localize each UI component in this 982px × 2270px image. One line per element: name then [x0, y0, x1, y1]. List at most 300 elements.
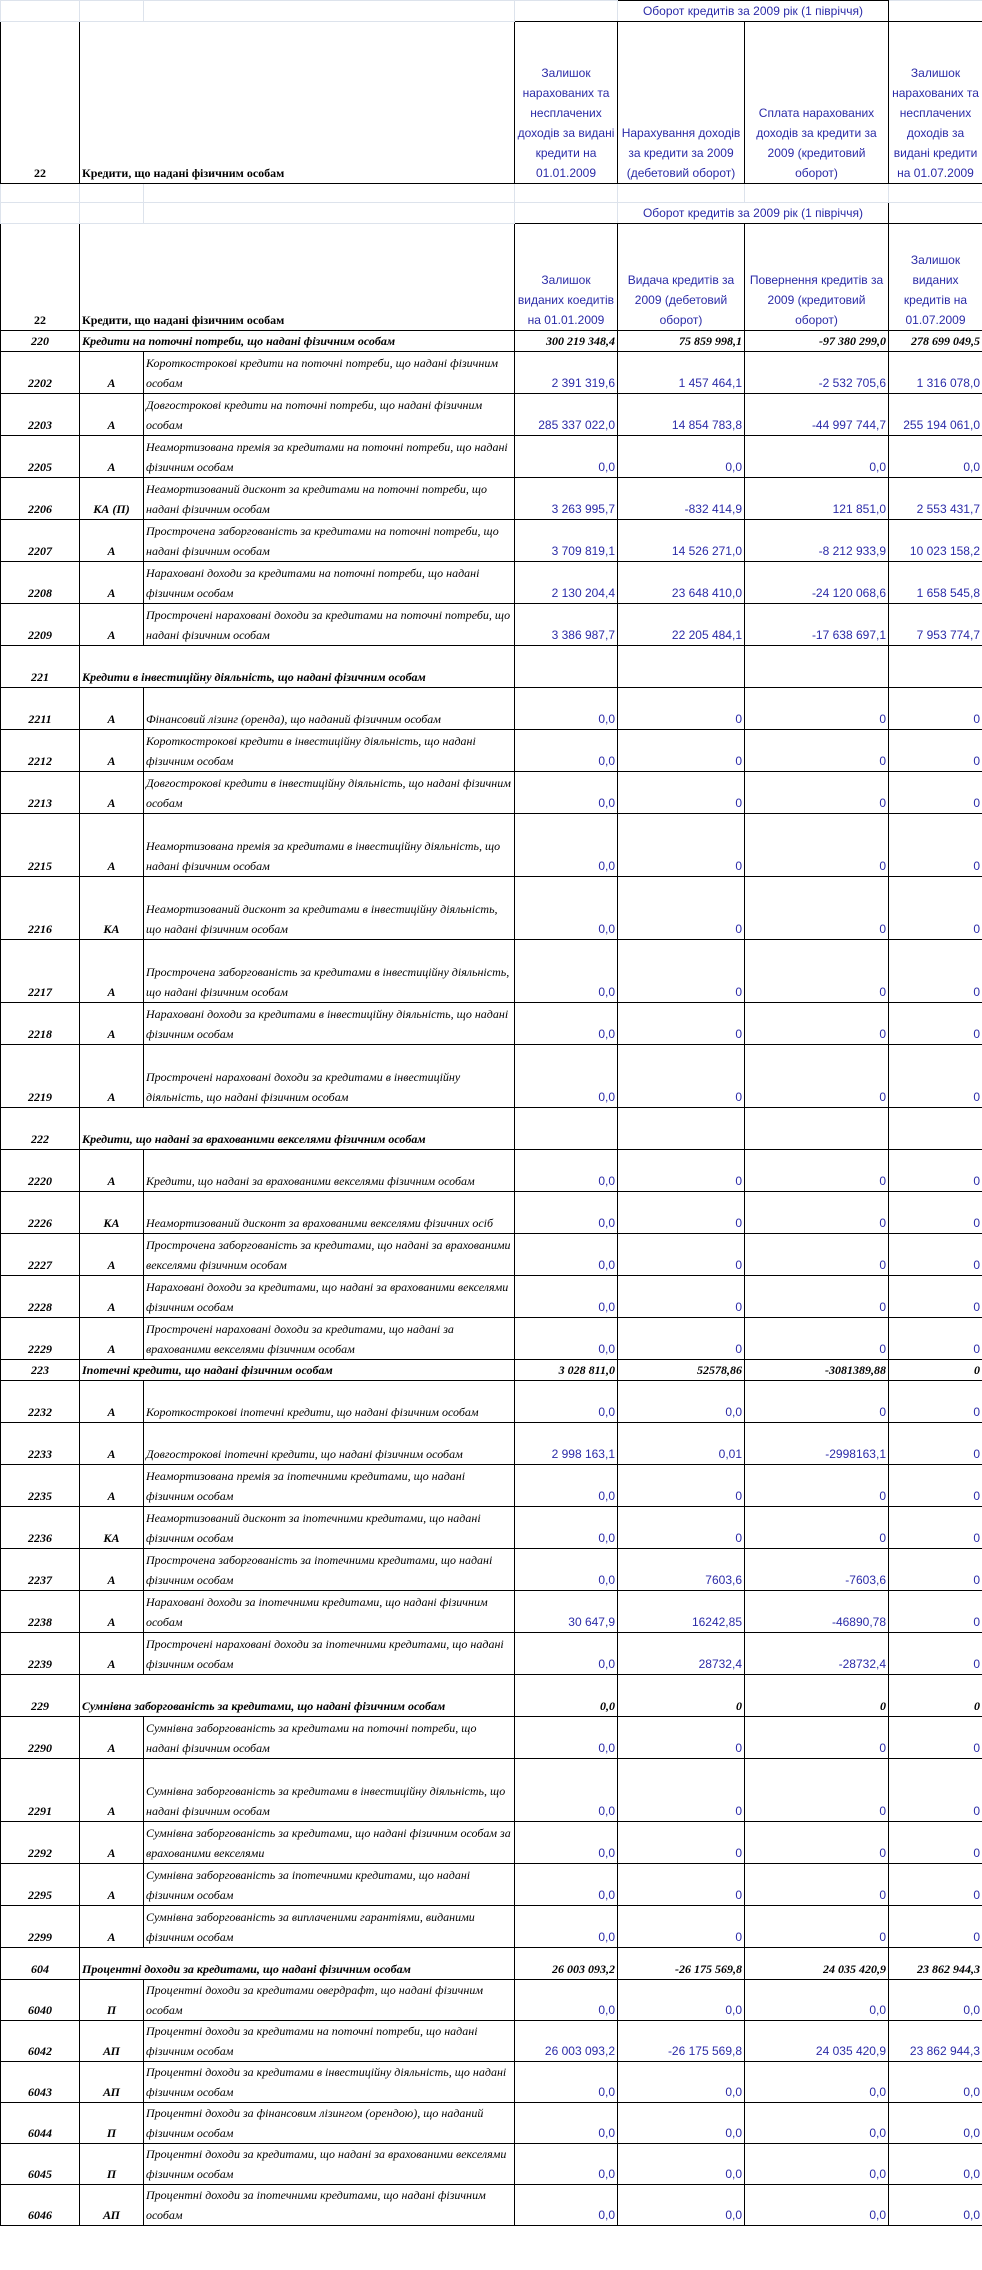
row-value-3[interactable]: 0: [745, 814, 889, 877]
row-value-4[interactable]: 278 699 049,5: [889, 331, 982, 352]
row-description[interactable]: Неамортизована премія за кредитами в інвестиційну діяльність, що надані фізичним особам: [144, 814, 515, 877]
row-value-3[interactable]: -46890,78: [745, 1591, 889, 1633]
row-value-4[interactable]: 0: [889, 1675, 982, 1717]
row-value-3[interactable]: -8 212 933,9: [745, 520, 889, 562]
row-value-2[interactable]: 0: [618, 877, 745, 940]
row-value-4[interactable]: 0: [889, 1507, 982, 1549]
grid-cell[interactable]: [144, 1, 515, 22]
row-value-4[interactable]: 1 658 545,8: [889, 562, 982, 604]
row-class[interactable]: А: [80, 1465, 144, 1507]
grid-cell[interactable]: [1, 184, 80, 203]
row-code[interactable]: 2291: [1, 1759, 80, 1822]
row-description[interactable]: Кредити на поточні потреби, що надані фізичним особам: [80, 331, 515, 352]
row-value-3[interactable]: 0: [745, 1318, 889, 1360]
row-class[interactable]: А: [80, 1633, 144, 1675]
row-class[interactable]: А: [80, 1003, 144, 1045]
row-class[interactable]: А: [80, 394, 144, 436]
row-class[interactable]: АП: [80, 2021, 144, 2062]
row-value-2[interactable]: 75 859 998,1: [618, 331, 745, 352]
row-value-3[interactable]: 0: [745, 1864, 889, 1906]
row-description[interactable]: Короткострокові іпотечні кредити, що надані фізичним особам: [144, 1381, 515, 1423]
row-value-2[interactable]: [618, 646, 745, 688]
row-value-3[interactable]: 0: [745, 688, 889, 730]
row-value-3[interactable]: -7603,6: [745, 1549, 889, 1591]
row-code[interactable]: 2213: [1, 772, 80, 814]
row-value-4[interactable]: 0: [889, 1549, 982, 1591]
row-code[interactable]: 2239: [1, 1633, 80, 1675]
row-code[interactable]: 2216: [1, 877, 80, 940]
row-description[interactable]: Нараховані доходи за кредитами, що надані за врахованими векселями фізичним особам: [144, 1276, 515, 1318]
row-value-4[interactable]: 0: [889, 1381, 982, 1423]
row-description[interactable]: Нараховані доходи за кредитами на поточні потреби, що надані фізичним особам: [144, 562, 515, 604]
row-value-3[interactable]: 0: [745, 730, 889, 772]
row-value-4[interactable]: 0: [889, 940, 982, 1003]
row-class[interactable]: КА: [80, 1192, 144, 1234]
row-value-4[interactable]: 0,0: [889, 2185, 982, 2226]
row-description[interactable]: Неамортизований дисконт за кредитами на поточні потреби, що надані фізичним особам: [144, 478, 515, 520]
row-value-3[interactable]: 0: [745, 1045, 889, 1108]
row-code[interactable]: 222: [1, 1108, 80, 1150]
row-class[interactable]: А: [80, 1423, 144, 1465]
row-description[interactable]: Процентні доходи за кредитами, що надані фізичним особам: [80, 1948, 515, 1980]
row-class[interactable]: А: [80, 1822, 144, 1864]
row-value-3[interactable]: 0: [745, 1192, 889, 1234]
row-value-2[interactable]: 52578,86: [618, 1360, 745, 1381]
row-code[interactable]: 2235: [1, 1465, 80, 1507]
row-value-2[interactable]: 0: [618, 1150, 745, 1192]
row-value-4[interactable]: 0: [889, 1318, 982, 1360]
row-value-1[interactable]: [515, 1108, 618, 1150]
row-description[interactable]: Прострочені нараховані доходи за кредитами на поточні потреби, що надані фізичним особам: [144, 604, 515, 646]
row-description[interactable]: Неамортизований дисконт за врахованими векселями фізичних осіб: [144, 1192, 515, 1234]
grid-cell[interactable]: [144, 184, 515, 203]
row-value-3[interactable]: 0: [745, 1234, 889, 1276]
row-value-2[interactable]: 16242,85: [618, 1591, 745, 1633]
row-value-2[interactable]: 0: [618, 1675, 745, 1717]
row-value-3[interactable]: -2 532 705,6: [745, 352, 889, 394]
row-value-2[interactable]: 0: [618, 814, 745, 877]
row-value-1[interactable]: 2 130 204,4: [515, 562, 618, 604]
row-value-4[interactable]: [889, 1108, 982, 1150]
row-code[interactable]: 2219: [1, 1045, 80, 1108]
row-value-1[interactable]: 0,0: [515, 1150, 618, 1192]
row-value-1[interactable]: 0,0: [515, 1192, 618, 1234]
row-value-3[interactable]: 0: [745, 877, 889, 940]
row-class[interactable]: А: [80, 1906, 144, 1948]
row-value-2[interactable]: 14 854 783,8: [618, 394, 745, 436]
row-description[interactable]: Процентні доходи за кредитами, що надані за врахованими векселями фізичним особам: [144, 2144, 515, 2185]
row-class[interactable]: П: [80, 1980, 144, 2021]
row-class[interactable]: АП: [80, 2062, 144, 2103]
row-code[interactable]: 2212: [1, 730, 80, 772]
row-code[interactable]: 220: [1, 331, 80, 352]
row-value-1[interactable]: 2 998 163,1: [515, 1423, 618, 1465]
row-value-1[interactable]: 0,0: [515, 2185, 618, 2226]
row-description[interactable]: Процентні доходи за фінансовим лізингом (орендою), що наданий фізичним особам: [144, 2103, 515, 2144]
row-description[interactable]: Неамортизований дисконт за кредитами в інвестиційну діяльність, що надані фізичним особам: [144, 877, 515, 940]
row-class[interactable]: АП: [80, 2185, 144, 2226]
row-value-3[interactable]: -28732,4: [745, 1633, 889, 1675]
row-value-4[interactable]: 255 194 061,0: [889, 394, 982, 436]
row-class[interactable]: А: [80, 520, 144, 562]
row-code[interactable]: 6044: [1, 2103, 80, 2144]
row-code[interactable]: 2232: [1, 1381, 80, 1423]
row-value-2[interactable]: -26 175 569,8: [618, 2021, 745, 2062]
row-code[interactable]: 6043: [1, 2062, 80, 2103]
row-description[interactable]: Фінансовий лізинг (оренда), що наданий фізичним особам: [144, 688, 515, 730]
row-value-2[interactable]: -832 414,9: [618, 478, 745, 520]
row-value-2[interactable]: 0: [618, 772, 745, 814]
row-value-2[interactable]: -26 175 569,8: [618, 1948, 745, 1980]
row-value-3[interactable]: -2998163,1: [745, 1423, 889, 1465]
row-value-4[interactable]: 0,0: [889, 2103, 982, 2144]
row-value-1[interactable]: 2 391 319,6: [515, 352, 618, 394]
row-value-2[interactable]: 0: [618, 1465, 745, 1507]
row-value-4[interactable]: 0: [889, 1465, 982, 1507]
grid-cell[interactable]: [618, 184, 745, 203]
row-value-2[interactable]: 0: [618, 1906, 745, 1948]
row-value-4[interactable]: 23 862 944,3: [889, 2021, 982, 2062]
row-description[interactable]: Процентні доходи за іпотечними кредитами, що надані фізичним особам: [144, 2185, 515, 2226]
grid-cell[interactable]: [889, 203, 982, 224]
row-value-2[interactable]: 1 457 464,1: [618, 352, 745, 394]
row-code[interactable]: 2217: [1, 940, 80, 1003]
grid-cell[interactable]: [80, 203, 144, 224]
row-code[interactable]: 229: [1, 1675, 80, 1717]
row-description[interactable]: Прострочена заборгованість за іпотечними кредитами, що надані фізичним особам: [144, 1549, 515, 1591]
row-value-2[interactable]: 23 648 410,0: [618, 562, 745, 604]
row-value-4[interactable]: 0: [889, 1360, 982, 1381]
row-class[interactable]: А: [80, 772, 144, 814]
row-value-4[interactable]: 0: [889, 1150, 982, 1192]
row-value-2[interactable]: 0,01: [618, 1423, 745, 1465]
row-value-2[interactable]: 0,0: [618, 436, 745, 478]
row-value-2[interactable]: 0: [618, 1717, 745, 1759]
row-code[interactable]: 2208: [1, 562, 80, 604]
row-value-1[interactable]: 30 647,9: [515, 1591, 618, 1633]
row-code[interactable]: 6042: [1, 2021, 80, 2062]
row-value-2[interactable]: 0,0: [618, 2185, 745, 2226]
row-value-1[interactable]: 0,0: [515, 1864, 618, 1906]
row-class[interactable]: А: [80, 562, 144, 604]
row-value-4[interactable]: [889, 646, 982, 688]
row-description[interactable]: Сумнівна заборгованість за кредитами, що надані фізичним особам: [80, 1675, 515, 1717]
row-value-1[interactable]: 3 709 819,1: [515, 520, 618, 562]
row-code[interactable]: 221: [1, 646, 80, 688]
row-value-1[interactable]: 0,0: [515, 2144, 618, 2185]
row-description[interactable]: Нараховані доходи за іпотечними кредитами, що надані фізичним особам: [144, 1591, 515, 1633]
row-value-4[interactable]: 0,0: [889, 436, 982, 478]
row-value-3[interactable]: 0: [745, 1675, 889, 1717]
row-value-4[interactable]: 0: [889, 1276, 982, 1318]
row-class[interactable]: А: [80, 1759, 144, 1822]
row-value-1[interactable]: 0,0: [515, 688, 618, 730]
row-description[interactable]: Прострочена заборгованість за кредитами на поточні потреби, що надані фізичним особам: [144, 520, 515, 562]
row-value-1[interactable]: 3 028 811,0: [515, 1360, 618, 1381]
row-class[interactable]: А: [80, 1549, 144, 1591]
row-value-4[interactable]: 0: [889, 1234, 982, 1276]
row-value-1[interactable]: 0,0: [515, 1906, 618, 1948]
row-class[interactable]: А: [80, 1381, 144, 1423]
row-value-2[interactable]: 0,0: [618, 1980, 745, 2021]
row-code[interactable]: 2226: [1, 1192, 80, 1234]
row-code[interactable]: 2211: [1, 688, 80, 730]
row-value-2[interactable]: 14 526 271,0: [618, 520, 745, 562]
row-value-1[interactable]: 26 003 093,2: [515, 2021, 618, 2062]
row-code[interactable]: 2205: [1, 436, 80, 478]
row-code[interactable]: 2292: [1, 1822, 80, 1864]
row-value-1[interactable]: 0,0: [515, 1675, 618, 1717]
row-value-1[interactable]: 3 386 987,7: [515, 604, 618, 646]
row-value-1[interactable]: 0,0: [515, 1045, 618, 1108]
grid-cell[interactable]: [889, 184, 982, 203]
row-value-2[interactable]: 0: [618, 1003, 745, 1045]
row-class[interactable]: А: [80, 1045, 144, 1108]
row-description[interactable]: Короткострокові кредити на поточні потреби, що надані фізичним особам: [144, 352, 515, 394]
row-description[interactable]: Прострочена заборгованість за кредитами в інвестиційну діяльність, що надані фізичним особам: [144, 940, 515, 1003]
row-value-1[interactable]: 0,0: [515, 1234, 618, 1276]
row-class[interactable]: КА: [80, 877, 144, 940]
row-value-1[interactable]: 3 263 995,7: [515, 478, 618, 520]
row-value-3[interactable]: 0: [745, 1906, 889, 1948]
row-value-3[interactable]: 0: [745, 1507, 889, 1549]
row-class[interactable]: А: [80, 1864, 144, 1906]
row-class[interactable]: А: [80, 814, 144, 877]
row-value-2[interactable]: 0: [618, 1276, 745, 1318]
row-value-1[interactable]: 0,0: [515, 1507, 618, 1549]
row-value-3[interactable]: -44 997 744,7: [745, 394, 889, 436]
row-value-2[interactable]: 0,0: [618, 1381, 745, 1423]
row-value-3[interactable]: 121 851,0: [745, 478, 889, 520]
row-description[interactable]: Довгострокові іпотечні кредити, що надані фізичним особам: [144, 1423, 515, 1465]
grid-cell[interactable]: [515, 1, 618, 22]
row-value-4[interactable]: 0: [889, 1045, 982, 1108]
row-value-4[interactable]: 0,0: [889, 2144, 982, 2185]
row-description[interactable]: Сумнівна заборгованість за виплаченими гарантіями, виданими фізичним особам: [144, 1906, 515, 1948]
row-code[interactable]: 2203: [1, 394, 80, 436]
grid-cell[interactable]: [745, 184, 889, 203]
row-value-4[interactable]: 0: [889, 1192, 982, 1234]
row-value-2[interactable]: 22 205 484,1: [618, 604, 745, 646]
row-value-1[interactable]: 0,0: [515, 1633, 618, 1675]
grid-cell[interactable]: [144, 203, 515, 224]
row-value-1[interactable]: 0,0: [515, 1822, 618, 1864]
row-value-3[interactable]: [745, 646, 889, 688]
row-description[interactable]: Кредити, що надані за врахованими векселями фізичним особам: [80, 1108, 515, 1150]
row-value-4[interactable]: 2 553 431,7: [889, 478, 982, 520]
row-code[interactable]: 2238: [1, 1591, 80, 1633]
row-description[interactable]: Кредити, що надані за врахованими векселями фізичним особам: [144, 1150, 515, 1192]
row-value-4[interactable]: 0,0: [889, 2062, 982, 2103]
row-value-2[interactable]: 0,0: [618, 2144, 745, 2185]
row-value-4[interactable]: 0: [889, 1591, 982, 1633]
row-code[interactable]: 223: [1, 1360, 80, 1381]
row-value-2[interactable]: 0: [618, 1318, 745, 1360]
row-description[interactable]: Сумнівна заборгованість за кредитами на поточні потреби, що надані фізичним особам: [144, 1717, 515, 1759]
row-class[interactable]: А: [80, 1591, 144, 1633]
grid-cell[interactable]: [1, 1, 80, 22]
row-value-3[interactable]: -17 638 697,1: [745, 604, 889, 646]
row-value-1[interactable]: 0,0: [515, 1717, 618, 1759]
row-description[interactable]: Довгострокові кредити на поточні потреби, що надані фізичним особам: [144, 394, 515, 436]
row-value-4[interactable]: 0: [889, 1717, 982, 1759]
grid-cell[interactable]: [80, 1, 144, 22]
row-code[interactable]: 2207: [1, 520, 80, 562]
row-value-2[interactable]: 0: [618, 688, 745, 730]
row-value-2[interactable]: 0: [618, 940, 745, 1003]
row-code[interactable]: 2220: [1, 1150, 80, 1192]
row-value-3[interactable]: 0,0: [745, 1980, 889, 2021]
row-value-4[interactable]: 0: [889, 1423, 982, 1465]
row-code[interactable]: 6046: [1, 2185, 80, 2226]
row-class[interactable]: А: [80, 1234, 144, 1276]
row-code[interactable]: 2215: [1, 814, 80, 877]
row-value-1[interactable]: 26 003 093,2: [515, 1948, 618, 1980]
row-description[interactable]: Неамортизована премія за іпотечними кредитами, що надані фізичним особам: [144, 1465, 515, 1507]
row-value-1[interactable]: 0,0: [515, 2062, 618, 2103]
row-value-2[interactable]: 0: [618, 1192, 745, 1234]
row-value-3[interactable]: 0,0: [745, 436, 889, 478]
row-value-1[interactable]: 0,0: [515, 772, 618, 814]
row-code[interactable]: 2233: [1, 1423, 80, 1465]
row-value-1[interactable]: 285 337 022,0: [515, 394, 618, 436]
row-code[interactable]: 2237: [1, 1549, 80, 1591]
row-code[interactable]: 604: [1, 1948, 80, 1980]
row-value-4[interactable]: 23 862 944,3: [889, 1948, 982, 1980]
row-value-4[interactable]: 0: [889, 772, 982, 814]
row-value-1[interactable]: 0,0: [515, 1549, 618, 1591]
row-description[interactable]: Прострочені нараховані доходи за кредитами в інвестиційну діяльність, що надані фізичним особам: [144, 1045, 515, 1108]
row-value-3[interactable]: 0: [745, 1003, 889, 1045]
row-value-4[interactable]: 0: [889, 1906, 982, 1948]
row-value-3[interactable]: 0: [745, 1465, 889, 1507]
row-class[interactable]: А: [80, 1318, 144, 1360]
row-value-3[interactable]: 0: [745, 1822, 889, 1864]
row-description[interactable]: Сумнівна заборгованість за кредитами в інвестиційну діяльність, що надані фізичним особам: [144, 1759, 515, 1822]
row-code[interactable]: 2229: [1, 1318, 80, 1360]
row-value-3[interactable]: 24 035 420,9: [745, 1948, 889, 1980]
row-code[interactable]: 6040: [1, 1980, 80, 2021]
row-code[interactable]: 2228: [1, 1276, 80, 1318]
row-value-3[interactable]: 0,0: [745, 2185, 889, 2226]
row-value-3[interactable]: 24 035 420,9: [745, 2021, 889, 2062]
row-code[interactable]: 2299: [1, 1906, 80, 1948]
row-value-1[interactable]: 0,0: [515, 436, 618, 478]
row-value-1[interactable]: 0,0: [515, 940, 618, 1003]
row-value-1[interactable]: 300 219 348,4: [515, 331, 618, 352]
row-class[interactable]: А: [80, 1276, 144, 1318]
row-value-3[interactable]: 0: [745, 1759, 889, 1822]
row-value-4[interactable]: 0: [889, 1633, 982, 1675]
row-value-1[interactable]: 0,0: [515, 1276, 618, 1318]
row-value-4[interactable]: 0: [889, 1003, 982, 1045]
row-description[interactable]: Неамортизований дисконт за іпотечними кредитами, що надані фізичним особам: [144, 1507, 515, 1549]
row-description[interactable]: Прострочені нараховані доходи за кредитами, що надані за врахованими векселями фізичним особам: [144, 1318, 515, 1360]
row-class[interactable]: А: [80, 730, 144, 772]
row-value-3[interactable]: [745, 1108, 889, 1150]
row-value-3[interactable]: 0: [745, 1150, 889, 1192]
row-description[interactable]: Неамортизована премія за кредитами на поточні потреби, що надані фізичним особам: [144, 436, 515, 478]
row-value-4[interactable]: 0: [889, 688, 982, 730]
row-class[interactable]: П: [80, 2144, 144, 2185]
row-value-1[interactable]: 0,0: [515, 877, 618, 940]
row-code[interactable]: 2209: [1, 604, 80, 646]
row-value-2[interactable]: 28732,4: [618, 1633, 745, 1675]
row-code[interactable]: 2290: [1, 1717, 80, 1759]
row-value-3[interactable]: 0: [745, 1717, 889, 1759]
row-code[interactable]: 2206: [1, 478, 80, 520]
row-description[interactable]: Прострочена заборгованість за кредитами, що надані за врахованими векселями фізичним особам: [144, 1234, 515, 1276]
row-description[interactable]: Процентні доходи за кредитами на поточні потреби, що надані фізичним особам: [144, 2021, 515, 2062]
grid-cell[interactable]: [1, 203, 80, 224]
row-value-3[interactable]: -24 120 068,6: [745, 562, 889, 604]
row-value-2[interactable]: 0: [618, 1507, 745, 1549]
row-value-3[interactable]: 0,0: [745, 2062, 889, 2103]
row-value-3[interactable]: -3081389,88: [745, 1360, 889, 1381]
row-value-1[interactable]: 0,0: [515, 814, 618, 877]
row-value-4[interactable]: 0,0: [889, 1980, 982, 2021]
row-code[interactable]: 2218: [1, 1003, 80, 1045]
row-description[interactable]: Короткострокові кредити в інвестиційну діяльність, що надані фізичним особам: [144, 730, 515, 772]
row-description[interactable]: Процентні доходи за кредитами овердрафт, що надані фізичним особам: [144, 1980, 515, 2021]
row-value-3[interactable]: 0: [745, 1276, 889, 1318]
row-description[interactable]: Нараховані доходи за кредитами в інвестиційну діяльність, що надані фізичним особам: [144, 1003, 515, 1045]
row-value-4[interactable]: 10 023 158,2: [889, 520, 982, 562]
row-value-2[interactable]: 0,0: [618, 2062, 745, 2103]
row-value-3[interactable]: 0,0: [745, 2144, 889, 2185]
row-value-2[interactable]: 0: [618, 1045, 745, 1108]
row-code[interactable]: 2295: [1, 1864, 80, 1906]
row-value-3[interactable]: 0,0: [745, 2103, 889, 2144]
row-value-1[interactable]: 0,0: [515, 2103, 618, 2144]
row-class[interactable]: А: [80, 436, 144, 478]
row-code[interactable]: 2227: [1, 1234, 80, 1276]
row-description[interactable]: Кредити в інвестиційну діяльність, що надані фізичним особам: [80, 646, 515, 688]
row-value-4[interactable]: 0: [889, 1822, 982, 1864]
row-class[interactable]: А: [80, 1717, 144, 1759]
row-value-2[interactable]: 0,0: [618, 2103, 745, 2144]
row-value-4[interactable]: 0: [889, 877, 982, 940]
row-value-1[interactable]: 0,0: [515, 730, 618, 772]
row-value-1[interactable]: 0,0: [515, 1381, 618, 1423]
row-value-1[interactable]: 0,0: [515, 1465, 618, 1507]
row-description[interactable]: Процентні доходи за кредитами в інвестиційну діяльність, що надані фізичним особам: [144, 2062, 515, 2103]
grid-cell[interactable]: [515, 184, 618, 203]
row-description[interactable]: Прострочені нараховані доходи за іпотечними кредитами, що надані фізичним особам: [144, 1633, 515, 1675]
row-class[interactable]: П: [80, 2103, 144, 2144]
row-value-1[interactable]: 0,0: [515, 1318, 618, 1360]
row-value-1[interactable]: 0,0: [515, 1759, 618, 1822]
row-value-4[interactable]: 7 953 774,7: [889, 604, 982, 646]
row-class[interactable]: КА (П): [80, 478, 144, 520]
grid-cell[interactable]: [889, 1, 982, 22]
row-value-4[interactable]: 0: [889, 1759, 982, 1822]
row-value-2[interactable]: 0: [618, 1759, 745, 1822]
grid-cell[interactable]: [80, 184, 144, 203]
row-code[interactable]: 2236: [1, 1507, 80, 1549]
row-code[interactable]: 2202: [1, 352, 80, 394]
row-value-3[interactable]: -97 380 299,0: [745, 331, 889, 352]
row-value-4[interactable]: 0: [889, 814, 982, 877]
row-description[interactable]: Сумнівна заборгованість за кредитами, що надані фізичним особам за врахованими векселями: [144, 1822, 515, 1864]
row-class[interactable]: А: [80, 688, 144, 730]
row-value-1[interactable]: [515, 646, 618, 688]
row-class[interactable]: А: [80, 352, 144, 394]
row-value-4[interactable]: 1 316 078,0: [889, 352, 982, 394]
row-class[interactable]: А: [80, 1150, 144, 1192]
row-value-3[interactable]: 0: [745, 1381, 889, 1423]
row-class[interactable]: КА: [80, 1507, 144, 1549]
